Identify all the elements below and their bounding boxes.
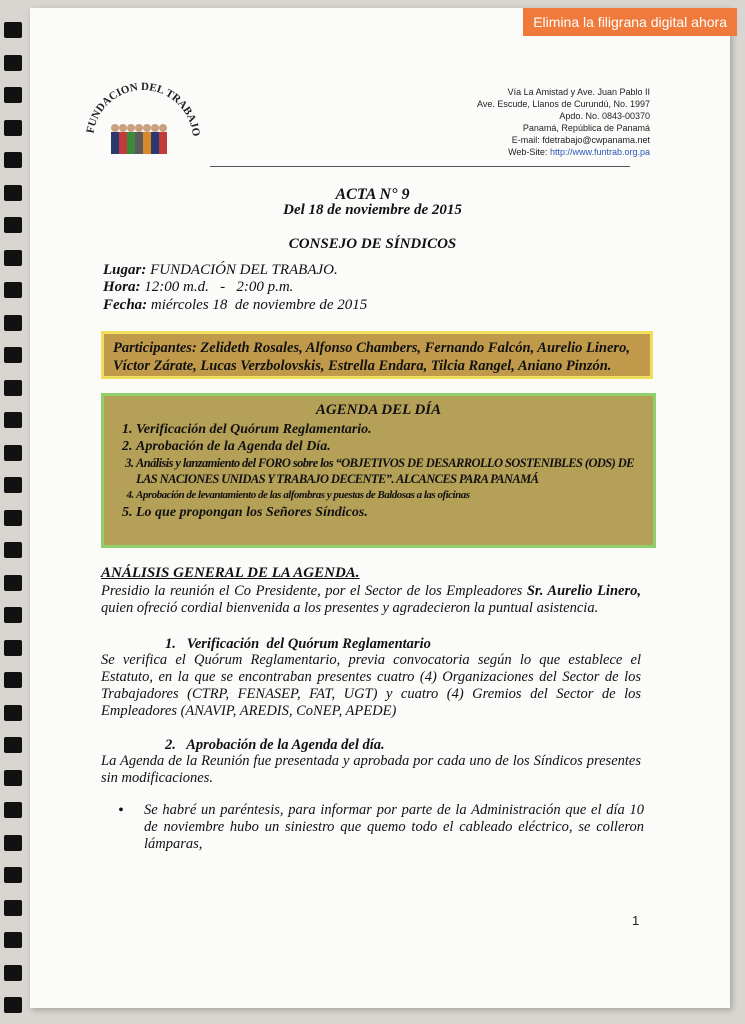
participants-names: Zelideth Rosales, Alfonso Chambers, Fernando Falcón, Aurelio Linero, Víctor Zárate, Lucas Verzbolovskis, Estrella Endara, Tilcia Rangel, Aniano Pinzón. [113,340,630,374]
fecha-value: miércoles 18 de noviembre de 2015 [150,297,368,313]
agenda-item: 5. Lo que propongan los Señores Síndicos. [136,504,643,521]
logo-person-body [111,132,119,154]
header-divider [210,166,630,167]
acta-date: Del 18 de noviembre de 2015 [283,202,462,218]
logo-person-head [135,124,143,132]
spiral-coil [4,445,22,461]
agenda-item: 2. Aprobación de la Agenda del Día. [136,438,643,455]
hora-value: 12:00 m.d. - 2:00 p.m. [144,279,294,295]
spiral-coil [4,347,22,363]
participants-box [101,331,653,379]
address-line-3: Apdo. No. 0843-00370 [559,111,650,121]
spiral-coil [4,412,22,428]
logo-person-head [119,124,127,132]
spiral-coil [4,770,22,786]
spiral-coil [4,802,22,818]
bullet-dot-icon: • [118,802,124,819]
remove-watermark-button[interactable]: Elimina la filigrana digital ahora [523,8,737,36]
lugar-label: Lugar: [103,262,147,278]
logo-person-body [151,132,159,154]
spiral-coil [4,217,22,233]
spiral-coil [4,965,22,981]
address-block [477,86,650,158]
fecha-label: Fecha: [103,297,148,313]
logo-person-body [127,132,135,154]
participants-label: Participantes: [113,340,197,356]
spiral-coil [4,575,22,591]
agenda-title: AGENDA DEL DÍA [315,402,442,418]
hora-label: Hora: [103,279,141,295]
spiral-coil [4,867,22,883]
spiral-coil [4,152,22,168]
acta-number: ACTA N° 9 [335,186,410,203]
subheading-agenda: 2. Aprobación de la Agenda del día. [165,737,385,753]
council-title: CONSEJO DE SÍNDICOS [288,236,457,252]
agenda-box [101,393,656,548]
agenda-item: 4. Aprobación de levantamiento de las alfombras y puestas de Baldosas a las oficinas [136,487,643,504]
spiral-coil [4,380,22,396]
email-value: fdetrabajo@cwpanama.net [542,135,650,145]
logo-person-body [135,132,143,154]
agenda-list [114,421,643,521]
spiral-coil [4,997,22,1013]
page-number: 1 [632,913,640,928]
web-link[interactable]: http://www.funtrab.org.pa [549,147,650,157]
logo-person-head [143,124,151,132]
agenda-item: 1. Verificación del Quórum Reglamentario. [136,421,643,438]
spiral-coil [4,607,22,623]
spiral-coil [4,542,22,558]
spiral-coil [4,672,22,688]
logo-person-head [159,124,167,132]
logo-person-head [111,124,119,132]
spiral-coil [4,705,22,721]
agenda-approval-text: La Agenda de la Reunión fue presentada y aprobada por cada uno de los Síndicos presentes sin modificaciones. [101,753,641,786]
spiral-coil [4,477,22,493]
logo-person-body [119,132,127,154]
lugar-line [103,262,338,279]
bullet-text: Se habré un paréntesis, para informar por parte de la Administración que el día 10 de noviembre hubo un siniestro que quemo todo el cableado eléctrico, se colleron lámparas, [144,802,644,852]
fecha-line [103,297,367,314]
address-line-1: Vía La Amistad y Ave. Juan Pablo II [507,87,650,97]
fundacion-logo [75,70,205,170]
spiral-coil [4,315,22,331]
analysis-title: ANÁLISIS GENERAL DE LA AGENDA. [101,565,360,581]
spiral-coil [4,640,22,656]
intro-name: Sr. Aurelio Linero, [526,583,641,599]
spiral-coil [4,87,22,103]
lugar-value: FUNDACIÓN DEL TRABAJO. [150,262,338,278]
agenda-item: 3. Análisis y lanzamiento del FORO sobre los “OBJETIVOS DE DESARROLLO SOSTENIBLES (ODS) DE LAS NACIONES UNIDAS Y TRABAJO DECENTE”. ALCANCES PARA PANAMÁ [136,455,643,487]
intro-pre: Presidio la reunión el Co Presidente, por el Sector de los Empleadores [101,583,527,599]
logo-person-head [151,124,159,132]
analysis-intro [101,583,641,617]
intro-post: quien ofreció cordial bienvenida a los presentes y agradecieron la puntual asistencia. [101,600,599,616]
spiral-coil [4,22,22,38]
email-label: E-mail: [511,135,540,145]
logo-person-body [143,132,151,154]
email-line [477,134,650,146]
logo-person-head [127,124,135,132]
spiral-coil [4,55,22,71]
spiral-coil [4,900,22,916]
spiral-coil [4,510,22,526]
svg-text:FUNDACION DEL TRABAJO: FUNDACION DEL TRABAJO [84,80,202,138]
address-line-4: Panamá, República de Panamá [522,123,650,133]
hora-line [103,279,293,296]
spiral-coil [4,120,22,136]
web-label: Web-Site: [508,147,548,157]
spiral-binding [0,0,30,1024]
address-line-2: Ave. Escude, Llanos de Curundú, No. 1997 [477,99,650,109]
subheading-quorum: 1. Verificación del Quórum Reglamentario [165,636,431,652]
spiral-coil [4,737,22,753]
spiral-coil [4,932,22,948]
logo-person-body [159,132,167,154]
quorum-text: Se verifica el Quórum Reglamentario, previa convocatoria según lo que establece el Estatuto, en la que se encontraban presentes cuatro (4) Organizaciones del Sector de los Trabajadores (CTRP, FENASEP, FAT, UGT) y cuatro (4) Gremios del Sector de los Empleadores (ANAVIP, AREDIS, CoNEP, APEDE) [101,652,641,719]
spiral-coil [4,835,22,851]
spiral-coil [4,282,22,298]
web-line [477,146,650,158]
